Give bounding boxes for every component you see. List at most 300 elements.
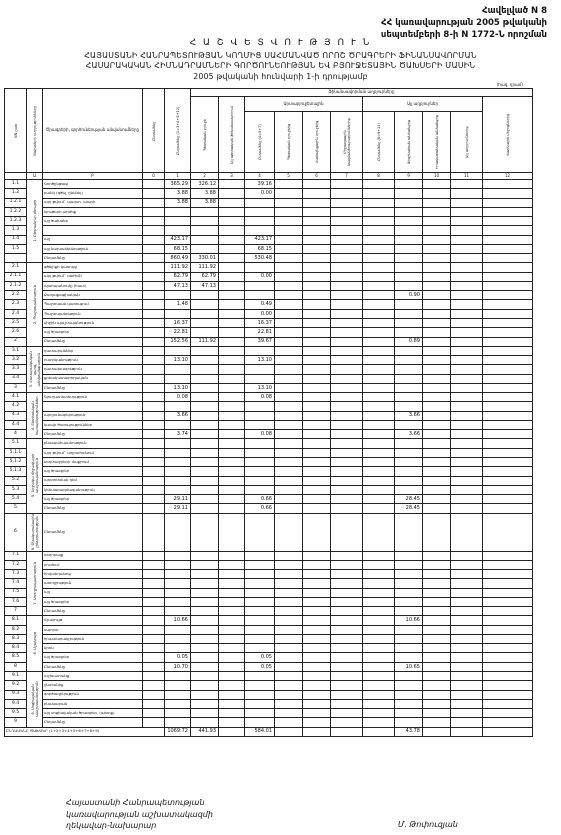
header-c9: Ֆիզիկական անձանցից [395, 112, 423, 173]
cell-c0 [143, 672, 165, 681]
cell-value [423, 346, 451, 355]
header-c12: Վարկային միջոցներից [483, 97, 533, 173]
appendix-line-2: ՀՀ կառավարության 2005 թվականի [381, 18, 547, 28]
table-row [5, 699, 533, 708]
cell-value [423, 207, 451, 216]
cell-value [331, 281, 363, 290]
cell-value [219, 207, 245, 216]
cell-value [395, 570, 423, 579]
cell-value [423, 318, 451, 327]
cell-value [331, 402, 363, 411]
cell-value [483, 180, 533, 189]
cell-value [331, 681, 363, 690]
cell-value [165, 607, 191, 616]
cell-c0 [143, 393, 165, 402]
cell-value [191, 235, 219, 244]
cell-value [395, 690, 423, 699]
row-number: 2.6 [5, 328, 27, 337]
cell-value [331, 699, 363, 708]
cell-value [395, 180, 423, 189]
cell-value [363, 180, 395, 189]
cell-value [219, 485, 245, 494]
cell-value [451, 198, 483, 207]
group-label-cell [27, 551, 43, 616]
group-label: 7. Առողջապահություն [32, 562, 37, 605]
cell-value [331, 625, 363, 634]
table-row [5, 467, 533, 476]
cell-value [423, 476, 451, 485]
cell-value [275, 560, 303, 569]
cell-value [303, 690, 331, 699]
cell-c0 [143, 709, 165, 718]
cell-value [395, 485, 423, 494]
cell-value [363, 699, 395, 708]
cell-value [303, 346, 331, 355]
cell-value [363, 718, 395, 727]
cell-value [303, 570, 331, 579]
row-name: այլ ծախսեր [43, 217, 143, 226]
cell-value [275, 263, 303, 272]
cell-value [483, 607, 533, 616]
row-number: 7.1 [5, 551, 27, 560]
cell-c0 [143, 254, 165, 263]
cell-value [363, 198, 395, 207]
cell-value [191, 588, 219, 597]
cell-value [331, 588, 363, 597]
appendix-line-1: Հավելված N 8 [482, 6, 547, 16]
cell-value [303, 718, 331, 727]
cell-c0 [143, 634, 165, 643]
cell-value [451, 644, 483, 653]
cell-value: 13.10 [245, 383, 275, 392]
cell-value [331, 374, 363, 383]
cell-value [483, 634, 533, 643]
cell-value [423, 625, 451, 634]
cell-value [483, 281, 533, 290]
table-row [5, 207, 533, 216]
cell-value [191, 699, 219, 708]
row-name: այլ նախաձեռնություն [43, 244, 143, 253]
cell-value [331, 272, 363, 281]
cell-value [483, 300, 533, 309]
cell-value [395, 318, 423, 327]
cell-value [303, 551, 331, 560]
cell-value [245, 374, 275, 383]
cell-value [423, 217, 451, 226]
row-number: 5.1.3 [5, 467, 27, 476]
cell-value [219, 513, 245, 551]
cell-c0 [143, 616, 165, 625]
cell-value [451, 309, 483, 318]
cell-value [219, 560, 245, 569]
cell-value [245, 560, 275, 569]
cell-c0 [143, 217, 165, 226]
cell-value [191, 207, 219, 216]
cell-value [303, 476, 331, 485]
cell-value [451, 551, 483, 560]
row-name: պահպանումը (հատ) [43, 281, 143, 290]
cell-value [395, 560, 423, 569]
row-name: Ընդամենը [43, 607, 143, 616]
cell-value [219, 476, 245, 485]
cell-value [363, 281, 395, 290]
row-name: այդ թվում` ռեժիմի [43, 272, 143, 281]
cell-value [165, 309, 191, 318]
table-row [5, 625, 533, 634]
cell-value [363, 235, 395, 244]
report-date: 2005 թվականի հունվարի 1-ի դրությամբ [193, 71, 368, 81]
cell-value [423, 672, 451, 681]
cell-value: 13.10 [165, 356, 191, 365]
table-row [5, 681, 533, 690]
cell-value [303, 420, 331, 429]
cell-value [395, 300, 423, 309]
cell-value: 860.49 [165, 254, 191, 263]
cell-value [451, 346, 483, 355]
cell-value [423, 254, 451, 263]
cell-value [191, 662, 219, 671]
cell-value [275, 393, 303, 402]
table-row [5, 579, 533, 588]
cell-value [245, 597, 275, 606]
cell-value [451, 625, 483, 634]
cell-value [451, 226, 483, 235]
cell-value [483, 263, 533, 272]
row-name: Ընդամենը [43, 430, 143, 439]
cell-value [219, 448, 245, 457]
row-number: 2.1.1 [5, 272, 27, 281]
cell-value [483, 235, 533, 244]
cell-value [423, 263, 451, 272]
total-value: 43.78 [395, 727, 423, 736]
row-name: դեղորայք [43, 551, 143, 560]
cell-value [363, 662, 395, 671]
cell-value [483, 189, 533, 198]
report-title: Հ Ա Շ Վ Ե Տ Վ Ո Ւ Թ Յ Ո Ւ Ն [189, 38, 372, 48]
table-row [5, 448, 533, 457]
cell-value [191, 411, 219, 420]
cell-value: 530.48 [245, 254, 275, 263]
cell-c0 [143, 579, 165, 588]
cell-value [423, 607, 451, 616]
cell-value [191, 328, 219, 337]
cell-value [363, 300, 395, 309]
cell-value [165, 579, 191, 588]
cell-value: 423.17 [245, 235, 275, 244]
cell-value [303, 495, 331, 504]
cell-value [331, 393, 363, 402]
cell-value [451, 393, 483, 402]
cell-value [219, 356, 245, 365]
cell-value: 111.92 [191, 263, 219, 272]
cell-value [451, 457, 483, 466]
cell-value [219, 411, 245, 420]
cell-value [331, 430, 363, 439]
index-row [5, 173, 533, 180]
cell-c0 [143, 504, 165, 513]
cell-value [451, 570, 483, 579]
cell-value [423, 420, 451, 429]
cell-value [245, 476, 275, 485]
table-row [5, 263, 533, 272]
cell-value [275, 346, 303, 355]
cell-value [363, 579, 395, 588]
cell-value [303, 681, 331, 690]
cell-value [395, 607, 423, 616]
cell-value [303, 607, 331, 616]
cell-value [363, 328, 395, 337]
cell-value [395, 383, 423, 392]
cell-c0 [143, 411, 165, 420]
cell-value [245, 263, 275, 272]
cell-value [395, 672, 423, 681]
cell-value [191, 579, 219, 588]
cell-value [363, 263, 395, 272]
cell-value [395, 198, 423, 207]
cell-value [363, 467, 395, 476]
cell-value [451, 681, 483, 690]
index-cell: 4 [245, 173, 275, 180]
cell-value [245, 439, 275, 448]
table-row [5, 217, 533, 226]
cell-c0 [143, 365, 165, 374]
cell-value [275, 226, 303, 235]
cell-value [483, 272, 533, 281]
index-cell: 3 [219, 173, 245, 180]
cell-value [483, 439, 533, 448]
row-name: հիվանդանոց [43, 570, 143, 579]
cell-value [331, 439, 363, 448]
cell-value [483, 644, 533, 653]
cell-value [363, 291, 395, 300]
cell-value [219, 254, 245, 263]
cell-value [363, 551, 395, 560]
total-label: ԸՆԴԱՄԵՆԸ ԾԱԽՍԵՐ (1+2+3+4+5+6+7+8+9) [5, 727, 165, 736]
cell-value [483, 207, 533, 216]
cell-value [395, 226, 423, 235]
cell-value [303, 207, 331, 216]
group-label-cell [27, 616, 43, 672]
cell-value [245, 588, 275, 597]
cell-value [303, 189, 331, 198]
cell-value [219, 383, 245, 392]
row-number: 9.5 [5, 709, 27, 718]
cell-value [451, 718, 483, 727]
cell-value [303, 504, 331, 513]
cell-value [245, 281, 275, 290]
cell-c0 [143, 607, 165, 616]
row-number: 4.1 [5, 393, 27, 402]
cell-value [451, 653, 483, 662]
cell-value [275, 235, 303, 244]
cell-value [395, 365, 423, 374]
cell-value [303, 217, 331, 226]
cell-value [451, 411, 483, 420]
cell-value [245, 551, 275, 560]
row-number: 5.1.1 [5, 448, 27, 457]
cell-value [451, 662, 483, 671]
cell-value [483, 365, 533, 374]
cell-value [423, 560, 451, 569]
table-row [5, 476, 533, 485]
cell-c0 [143, 551, 165, 560]
group-label-cell [27, 513, 43, 551]
cell-value [191, 226, 219, 235]
header-group: Ծախսերի ուղղությունները [27, 89, 43, 173]
row-name: կեղտաջրերի մաքրում [43, 457, 143, 466]
cell-value [331, 235, 363, 244]
total-value: 1069.72 [165, 727, 191, 736]
row-name: Գործընթաց [43, 180, 143, 189]
cell-value [275, 588, 303, 597]
cell-value [483, 356, 533, 365]
table-row [5, 597, 533, 606]
cell-value [395, 217, 423, 226]
cell-value [483, 244, 533, 253]
cell-value [395, 328, 423, 337]
total-value [303, 727, 331, 736]
row-name: Ընդամենը [43, 718, 143, 727]
cell-value [483, 309, 533, 318]
cell-value: 3.88 [191, 189, 219, 198]
table-row [5, 365, 533, 374]
cell-c0 [143, 328, 165, 337]
cell-value [219, 263, 245, 272]
cell-value [245, 448, 275, 457]
cell-value [191, 690, 219, 699]
cell-value [165, 672, 191, 681]
table-row [5, 457, 533, 466]
table-row [5, 634, 533, 643]
cell-value [451, 709, 483, 718]
table-row [5, 588, 533, 597]
row-number: 9.1 [5, 672, 27, 681]
row-number: 1.1 [5, 180, 27, 189]
cell-value [483, 346, 533, 355]
cell-value [423, 235, 451, 244]
cell-c0 [143, 513, 165, 551]
cell-value [331, 467, 363, 476]
row-number: 2.1.2 [5, 281, 27, 290]
cell-value [451, 383, 483, 392]
table-row [5, 383, 533, 392]
report-table-wrapper [4, 88, 532, 737]
cell-value [245, 625, 275, 634]
row-name: աղտոտման դեմ [43, 476, 143, 485]
cell-value [331, 328, 363, 337]
cell-value: 10.66 [395, 616, 423, 625]
cell-c0 [143, 560, 165, 569]
cell-value [331, 513, 363, 551]
row-name: այդ թվում` պարտ. ապրի [43, 198, 143, 207]
cell-value [423, 300, 451, 309]
row-name: բնապահպանություն [43, 439, 143, 448]
row-number: 7.4 [5, 579, 27, 588]
cell-value [191, 625, 219, 634]
cell-value [303, 226, 331, 235]
cell-value [165, 291, 191, 300]
cell-value [219, 672, 245, 681]
cell-value [363, 374, 395, 383]
cell-value [483, 709, 533, 718]
cell-c0 [143, 439, 165, 448]
row-name [43, 402, 143, 411]
cell-value [303, 430, 331, 439]
cell-c0 [143, 346, 165, 355]
cell-value [451, 281, 483, 290]
cell-value [395, 467, 423, 476]
group-label-cell [27, 346, 43, 392]
cell-value [423, 457, 451, 466]
cell-value [219, 718, 245, 727]
cell-value [219, 709, 245, 718]
index-cell: 1 [165, 173, 191, 180]
signatory-title [66, 797, 213, 832]
cell-value [303, 448, 331, 457]
cell-value [395, 709, 423, 718]
cell-value [451, 244, 483, 253]
row-name: Պաշտպան կառուցում [43, 300, 143, 309]
table-row [5, 411, 533, 420]
cell-value [423, 189, 451, 198]
cell-value [451, 448, 483, 457]
cell-value: 326.12 [191, 180, 219, 189]
cell-value [245, 579, 275, 588]
cell-value [451, 476, 483, 485]
table-row [5, 226, 533, 235]
cell-value [303, 579, 331, 588]
cell-value: 39.67 [245, 337, 275, 346]
header-row-1 [5, 89, 533, 97]
cell-value [219, 439, 245, 448]
row-number: 7.2 [5, 560, 27, 569]
cell-value: 0.05 [165, 653, 191, 662]
cell-value [219, 309, 245, 318]
signatory-line-2: կառավարության աշխատակազմի [66, 809, 213, 819]
cell-value [395, 681, 423, 690]
row-name: Գյուղատնտեսություն [43, 393, 143, 402]
cell-value [483, 625, 533, 634]
cell-value [191, 709, 219, 718]
cell-value [165, 513, 191, 551]
table-row [5, 393, 533, 402]
cell-value [245, 291, 275, 300]
cell-value [363, 309, 395, 318]
cell-value: 10.66 [165, 616, 191, 625]
cell-c0 [143, 448, 165, 457]
cell-value [423, 644, 451, 653]
cell-value [303, 597, 331, 606]
header-no: NN ըստ [5, 89, 27, 173]
cell-c0 [143, 681, 165, 690]
cell-value [483, 551, 533, 560]
cell-value [483, 485, 533, 494]
cell-value [483, 662, 533, 671]
cell-value [451, 356, 483, 365]
cell-value [363, 653, 395, 662]
cell-value [275, 207, 303, 216]
cell-value [275, 672, 303, 681]
cell-value [245, 457, 275, 466]
cell-value [483, 217, 533, 226]
cell-value [483, 337, 533, 346]
cell-value [423, 393, 451, 402]
cell-value [275, 383, 303, 392]
cell-value [219, 226, 245, 235]
cell-value [219, 318, 245, 327]
report-title-block [0, 38, 561, 82]
cell-value [395, 634, 423, 643]
